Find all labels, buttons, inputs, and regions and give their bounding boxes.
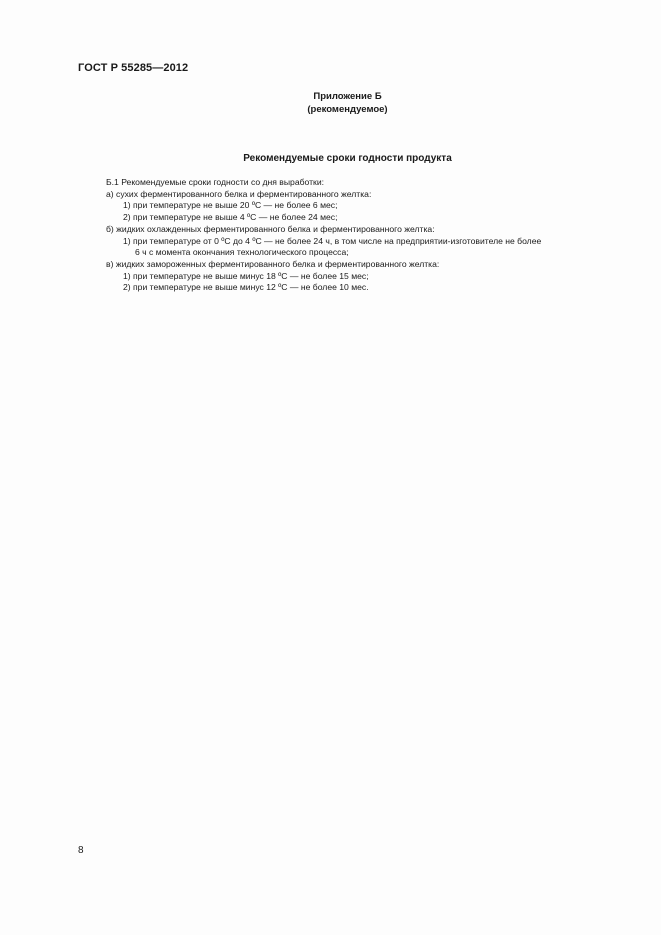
list-subitem-b1: 1) при температуре от 0 ºС до 4 ºС — не более 24 ч, в том числе на предприятии-изготовителе не более	[123, 235, 542, 246]
list-subitem-a2: 2) при температуре не выше 4 ºС — не более 24 мес;	[123, 212, 338, 223]
section-heading: Рекомендуемые сроки годности продукта	[243, 153, 452, 164]
list-subitem-b1-continuation: 6 ч с момента окончания технологического процесса;	[135, 247, 349, 258]
document-code: ГОСТ Р 55285—2012	[78, 62, 189, 74]
section-body	[0, 177, 661, 294]
list-subitem-a1: 1) при температуре не выше 20 ºС — не более 6 мес;	[123, 200, 338, 211]
list-subitem-c2: 2) при температуре не выше минус 12 ºС — не более 10 мес.	[123, 282, 369, 293]
annex-title: Приложение Б	[313, 91, 382, 102]
paragraph-intro: Б.1 Рекомендуемые сроки годности со дня выработки:	[106, 177, 325, 187]
list-item-b: б) жидких охлажденных ферментированного белка и ферментированного желтка:	[106, 223, 435, 234]
page-number: 8	[78, 845, 84, 856]
annex-status: (рекомендуемое)	[307, 104, 388, 115]
list-subitem-c1: 1) при температуре не выше минус 18 ºС — не более 15 мес;	[123, 270, 369, 281]
annex-header	[0, 90, 661, 116]
list-item-a: а) сухих ферментированного белка и ферментированного желтка:	[106, 188, 372, 199]
list-item-c: в) жидких замороженных ферментированного белка и ферментированного желтка:	[106, 258, 440, 269]
